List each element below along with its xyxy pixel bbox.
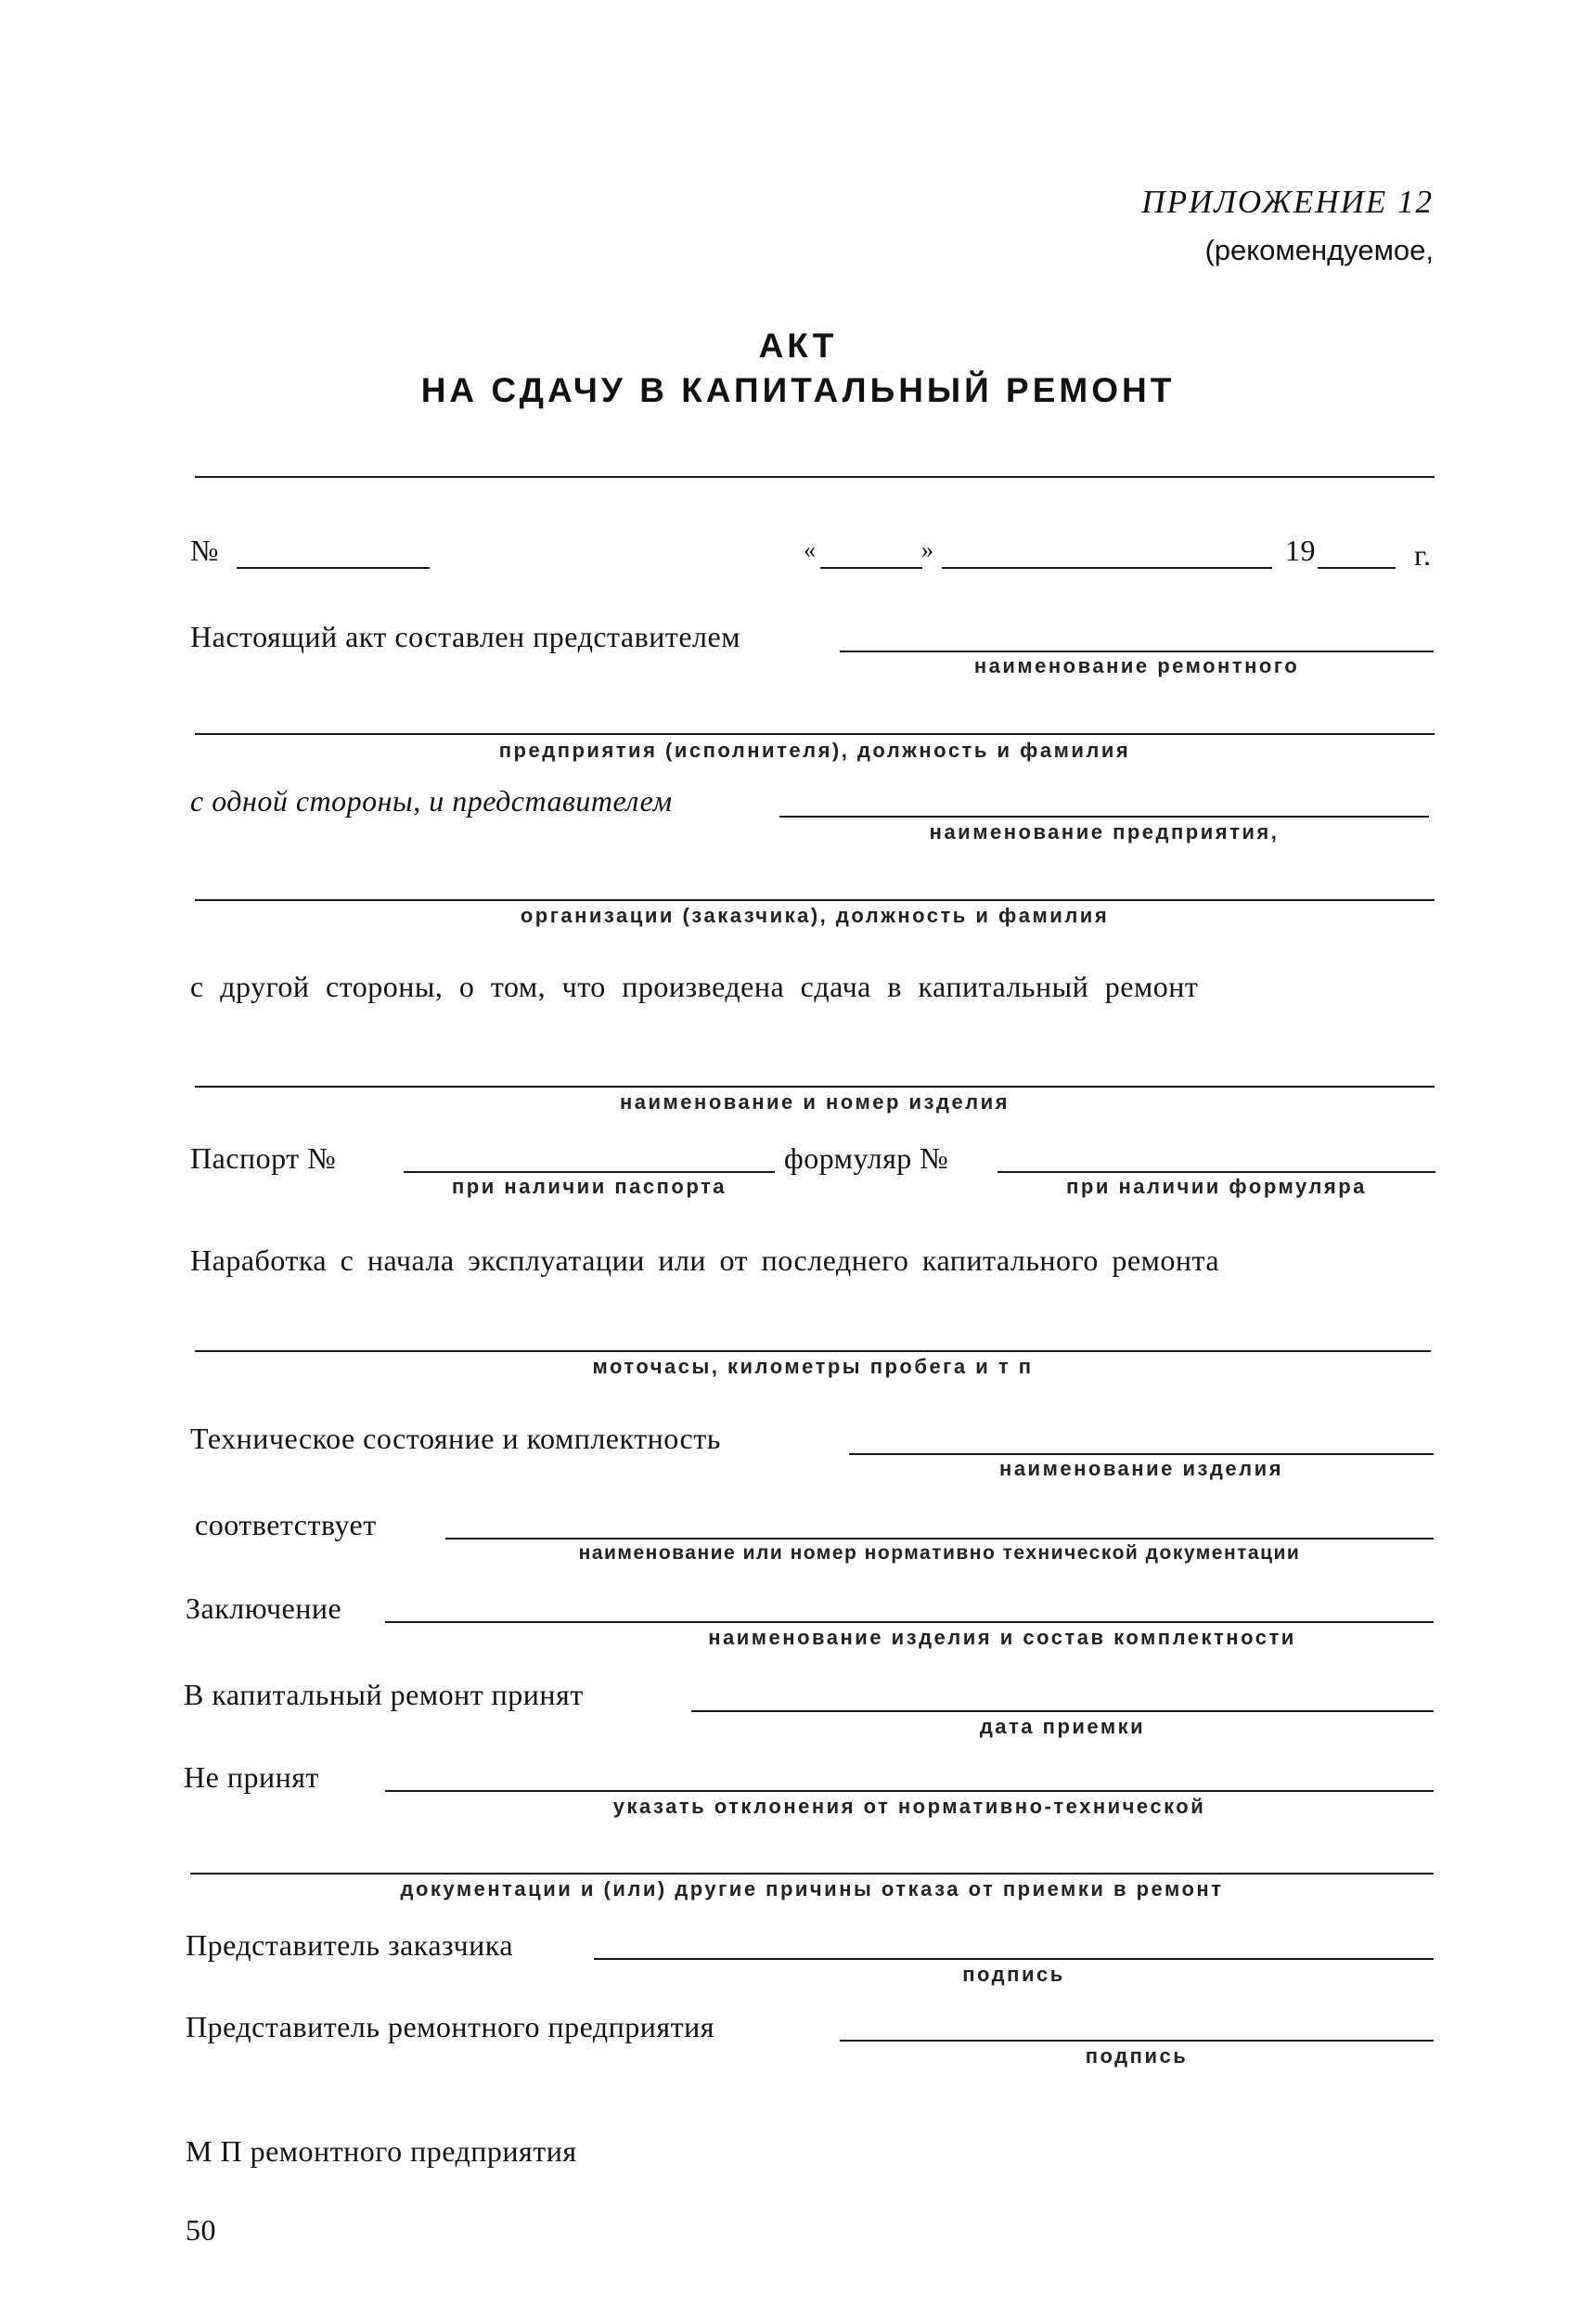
one-side-label: с одной стороны, и представителем: [190, 784, 673, 818]
other-side-text: с другой стороны, о том, что произведена сдача в капитальный ремонт: [190, 970, 1199, 1003]
rejected-label: Не принят: [184, 1760, 319, 1794]
rejected-field[interactable]: [385, 1790, 1434, 1792]
passport-field[interactable]: [404, 1171, 775, 1173]
customer-caption-2: организации (заказчика), должность и фамилия: [520, 904, 1110, 927]
customer-field-2[interactable]: [195, 899, 1435, 901]
quote-close: »: [921, 536, 934, 563]
page-number: 50: [186, 2213, 216, 2247]
passport-caption: при наличии паспорта: [452, 1175, 727, 1198]
contractor-caption-2: предприятия (исполнителя), должность и фамилия: [498, 739, 1131, 762]
accepted-field[interactable]: [691, 1710, 1434, 1712]
logbook-label: формуляр №: [784, 1141, 949, 1175]
document-subtitle: НА СДАЧУ В КАПИТАЛЬНЫЙ РЕМОНТ: [420, 371, 1176, 409]
item-field[interactable]: [195, 1086, 1435, 1088]
runtime-label: Наработка с начала эксплуатации или от последнего капитального ремонта: [190, 1243, 1220, 1277]
stamp-label: М П ремонтного предприятия: [186, 2134, 577, 2168]
contractor-caption-1: наименование ремонтного: [973, 654, 1300, 677]
rejected-caption-1: указать отклонения от нормативно-технической: [612, 1795, 1206, 1818]
conclusion-label: Заключение: [186, 1591, 342, 1625]
logbook-field[interactable]: [998, 1171, 1435, 1173]
runtime-field[interactable]: [195, 1350, 1431, 1352]
repair-rep-label: Представитель ремонтного предприятия: [186, 2010, 714, 2043]
customer-signature-caption: подпись: [962, 1963, 1065, 1986]
rejected-field-2[interactable]: [190, 1873, 1434, 1875]
number-label: №: [190, 534, 220, 567]
accepted-caption: дата приемки: [979, 1715, 1146, 1738]
repair-signature-field[interactable]: [840, 2040, 1434, 2042]
intro-label: Настоящий акт составлен представителем: [190, 620, 740, 653]
appendix-title: ПРИЛОЖЕНИЕ 12: [1141, 184, 1434, 220]
condition-caption: наименование изделия: [999, 1457, 1283, 1480]
day-field[interactable]: [820, 567, 922, 569]
repair-signature-caption: подпись: [1085, 2044, 1189, 2068]
conforms-label: соответствует: [195, 1508, 377, 1541]
contractor-field[interactable]: [840, 651, 1434, 652]
year-field[interactable]: [1318, 567, 1396, 569]
customer-field[interactable]: [779, 816, 1429, 818]
top-rule: [195, 476, 1435, 478]
conforms-field[interactable]: [445, 1538, 1434, 1540]
conclusion-caption: наименование изделия и состав комплектности: [708, 1626, 1296, 1649]
runtime-caption: моточасы, километры пробега и т п: [592, 1355, 1034, 1378]
logbook-caption: при наличии формуляра: [1066, 1175, 1367, 1198]
passport-label: Паспорт №: [190, 1141, 337, 1175]
customer-rep-label: Представитель заказчика: [186, 1928, 514, 1962]
conforms-caption: наименование или номер нормативно технической документации: [578, 1542, 1301, 1564]
customer-signature-field[interactable]: [594, 1958, 1434, 1960]
condition-field[interactable]: [849, 1453, 1434, 1455]
item-caption: наименование и номер изделия: [619, 1090, 1010, 1114]
customer-caption-1: наименование предприятия,: [929, 820, 1280, 844]
condition-label: Техническое состояние и комплектность: [190, 1422, 721, 1455]
year-prefix: 19: [1285, 534, 1316, 567]
number-field[interactable]: [237, 567, 430, 569]
conclusion-field[interactable]: [385, 1621, 1434, 1623]
contractor-field-2[interactable]: [195, 733, 1435, 735]
year-suffix: г.: [1414, 538, 1432, 572]
rejected-caption-2: документации и (или) другие причины отказа от приемки в ремонт: [400, 1877, 1224, 1900]
document-title: АКТ: [758, 327, 838, 365]
month-field[interactable]: [942, 567, 1272, 569]
quote-open: «: [804, 536, 817, 563]
appendix-note: (рекомендуемое,: [1204, 234, 1434, 266]
accepted-label: В капитальный ремонт принят: [184, 1678, 584, 1711]
